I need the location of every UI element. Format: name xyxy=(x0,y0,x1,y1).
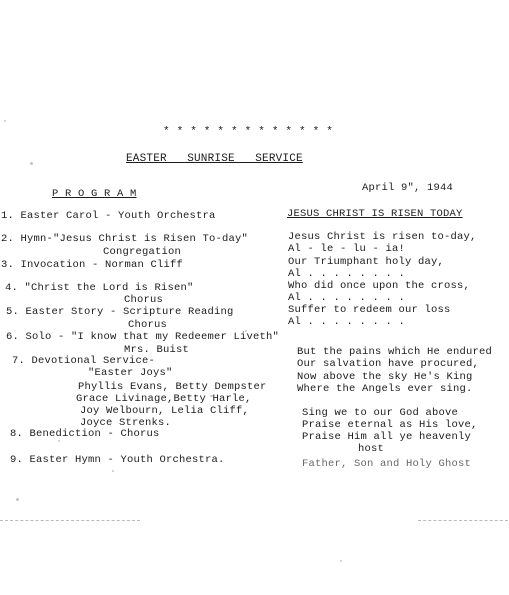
hymn-line: host xyxy=(358,443,385,455)
program-item: 5. Easter Story - Scripture Reading xyxy=(6,306,234,318)
scan-artifact xyxy=(418,520,508,521)
program-item: "Easter Joys" xyxy=(88,367,173,379)
program-item: Joyce Strenks. xyxy=(80,417,172,429)
scan-artifact xyxy=(112,470,114,472)
scan-artifact xyxy=(58,440,60,442)
hymn-line: Where the Angels ever sing. xyxy=(297,383,473,395)
program-item: 2. Hymn-"Jesus Christ is Risen To-day" xyxy=(1,233,249,245)
hymn-line: Our salvation have procured, xyxy=(297,358,480,370)
program-item: 1. Easter Carol - Youth Orchestra xyxy=(1,210,216,222)
hymn-line: Praise Him all ye heavenly xyxy=(302,431,472,443)
program-item: 6. Solo - "I know that my Redeemer Liveth" xyxy=(6,331,280,343)
program-item: 8. Benediction - Chorus xyxy=(10,428,160,440)
scan-artifact xyxy=(4,120,6,122)
star-ornament: * * * * * * * * * * * * * xyxy=(163,126,334,138)
hymn-line: Al . . . . . . . . xyxy=(288,292,406,304)
program-item: Mrs. Buist xyxy=(124,344,190,356)
hymn-line: Who did once upon the cross, xyxy=(288,280,471,292)
scan-artifact xyxy=(245,330,247,332)
program-item: Phyllis Evans, Betty Dempster xyxy=(78,381,267,393)
service-date: April 9", 1944 xyxy=(362,182,454,194)
hymn-line: Sing we to our God above xyxy=(302,407,459,419)
hymn-line: Al - le - lu - ia! xyxy=(288,243,406,255)
program-item: 9. Easter Hymn - Youth Orchestra. xyxy=(10,454,225,466)
program-item: Chorus xyxy=(124,294,164,306)
hymn-line: Now above the sky He's King xyxy=(297,371,473,383)
hymn-line: But the pains which He endured xyxy=(297,346,493,358)
scan-artifact xyxy=(16,498,19,501)
scan-artifact xyxy=(0,520,140,521)
program-item: Grace Livinage,Betty Harle, xyxy=(76,393,252,405)
hymn-line: Praise eternal as His love, xyxy=(302,419,478,431)
program-item: Congregation xyxy=(103,246,182,258)
program-item: 7. Devotional Service- xyxy=(12,355,156,367)
program-heading: P R O G R A M xyxy=(52,188,137,200)
hymn-line: Al . . . . . . . . xyxy=(288,268,406,280)
hymn-line: Father, Son and Holy Ghost xyxy=(302,458,472,470)
hymn-line: Suffer to redeem our loss xyxy=(288,304,451,316)
hymn-line: Al . . . . . . . . xyxy=(288,316,406,328)
hymn-line: Our Triumphant holy day, xyxy=(288,256,445,268)
hymn-title: JESUS CHRIST IS RISEN TODAY xyxy=(287,208,463,220)
scan-artifact xyxy=(210,395,213,397)
program-item: 4. "Christ the Lord is Risen" xyxy=(5,282,194,294)
scan-artifact xyxy=(30,162,33,165)
program-item: Joy Welbourn, Lelia Cliff, xyxy=(80,405,250,417)
program-item: Chorus xyxy=(128,319,168,331)
program-item: 3. Invocation - Norman Cliff xyxy=(1,259,184,271)
scan-artifact xyxy=(340,560,342,562)
service-title: EASTER SUNRISE SERVICE xyxy=(126,153,303,165)
hymn-line: Jesus Christ is risen to-day, xyxy=(288,231,477,243)
